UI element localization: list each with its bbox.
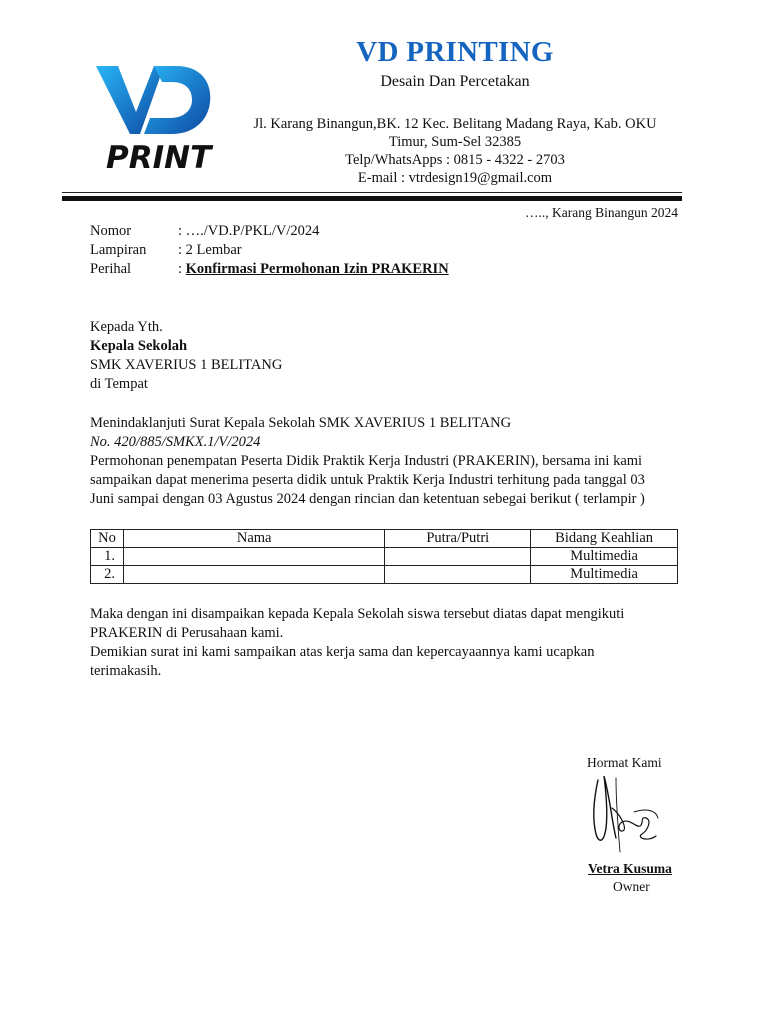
signer-position: Owner <box>613 879 650 894</box>
address-line-1: Jl. Karang Binangun,BK. 12 Kec. Belitang Madang Raya, Kab. OKU <box>253 116 657 132</box>
closing-greeting: Hormat Kami <box>587 755 662 770</box>
company-name: VD PRINTING <box>356 36 554 68</box>
closing-line-3: Demikian surat ini kami sampaikan atas kerja sama dan kepercayaannya kami ucapkan <box>90 644 595 660</box>
closing-line-2: PRAKERIN di Perusahaan kami. <box>90 625 284 641</box>
company-logo <box>92 60 216 174</box>
cell-putra-putri <box>385 548 531 566</box>
col-header-bidang-keahlian: Bidang Keahlian <box>531 530 678 548</box>
handwritten-signature <box>586 768 676 860</box>
table-row <box>91 548 678 566</box>
header-divider-thick <box>62 196 682 201</box>
closing-line-4: terimakasih. <box>90 663 162 679</box>
cell-no: 2. <box>91 566 124 584</box>
nomor-value: : …./VD.P/PKL/V/2024 <box>178 223 320 239</box>
lampiran-label: Lampiran <box>90 242 147 258</box>
recipient-place: di Tempat <box>90 376 148 392</box>
perihal-label: Perihal <box>90 261 132 277</box>
perihal-subject: Konfirmasi Permohonan Izin PRAKERIN <box>185 261 449 277</box>
cell-putra-putri <box>385 566 531 584</box>
col-header-putra-putri: Putra/Putri <box>385 530 531 548</box>
phone-line: Telp/WhatsApps : 0815 - 4322 - 2703 <box>345 152 565 168</box>
recipient-school: SMK XAVERIUS 1 BELITANG <box>90 357 283 373</box>
participants-table <box>90 529 678 584</box>
date-line: ….., Karang Binangun 2024 <box>525 205 678 220</box>
reference-letter-number: No. 420/885/SMKX.1/V/2024 <box>90 434 261 450</box>
cell-bidang-keahlian: Multimedia <box>531 566 678 584</box>
body-line-4: sampaikan dapat menerima peserta didik untuk Praktik Kerja Industri terhitung pada tanggal 03 <box>90 472 645 488</box>
cell-nama <box>123 548 384 566</box>
col-header-nama: Nama <box>123 530 384 548</box>
body-line-5: Juni sampai dengan 03 Agustus 2024 dengan rincian dan ketentuan sebegai berikut ( terlampir ) <box>90 491 645 507</box>
recipient-title: Kepala Sekolah <box>90 338 188 354</box>
perihal-value <box>178 260 449 279</box>
cell-nama <box>123 566 384 584</box>
header-divider-thin <box>62 192 682 193</box>
lampiran-value: : 2 Lembar <box>178 242 242 258</box>
body-line-3: Permohonan penempatan Peserta Didik Praktik Kerja Industri (PRAKERIN), bersama ini kami <box>90 453 643 469</box>
table-row <box>91 566 678 584</box>
cell-bidang-keahlian: Multimedia <box>531 548 678 566</box>
address-line-2: Timur, Sum-Sel 32385 <box>388 134 522 150</box>
closing-line-1: Maka dengan ini disampaikan kepada Kepala Sekolah siswa tersebut diatas dapat mengikuti <box>90 606 625 622</box>
logo-wordmark: PRINT <box>106 140 212 174</box>
cell-no: 1. <box>91 548 124 566</box>
body-line-1: Menindaklanjuti Surat Kepala Sekolah SMK XAVERIUS 1 BELITANG <box>90 415 512 431</box>
email-line: E-mail : vtrdesign19@gmail.com <box>357 170 553 186</box>
nomor-label: Nomor <box>90 223 132 239</box>
perihal-prefix: : <box>178 261 186 277</box>
col-header-no: No <box>91 530 124 548</box>
signer-name: Vetra Kusuma <box>588 861 672 876</box>
table-header-row <box>91 530 678 548</box>
salutation: Kepada Yth. <box>90 319 163 335</box>
company-tagline: Desain Dan Percetakan <box>380 73 530 90</box>
